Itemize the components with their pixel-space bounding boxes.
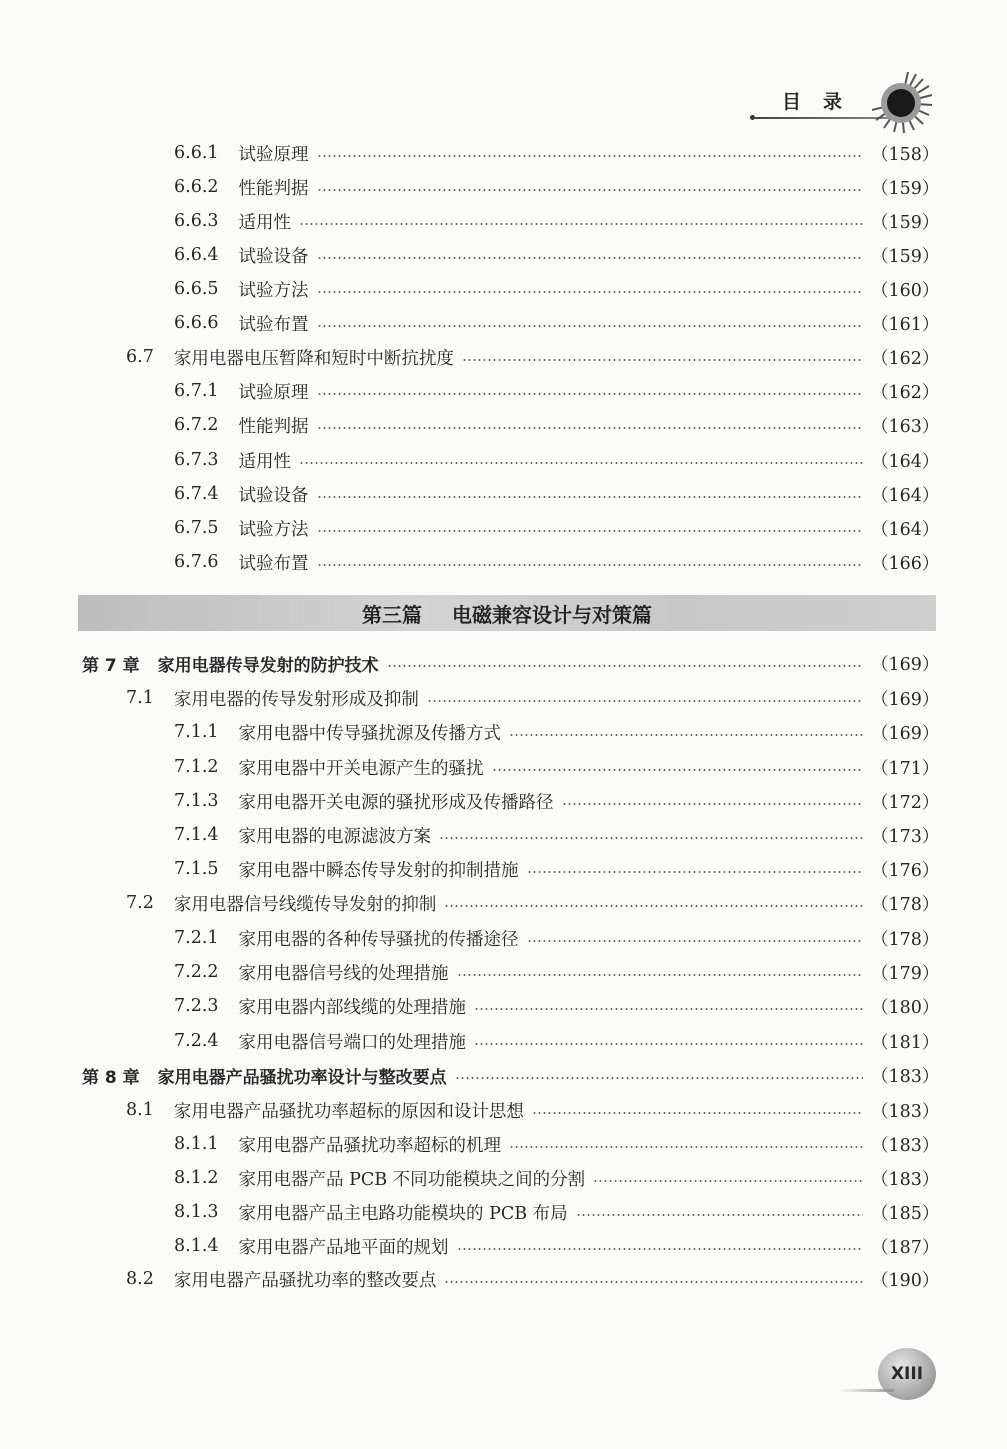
toc-entry-title: 试验设备 [238,485,309,506]
toc-entry-page: （169） [871,689,940,710]
toc-entry-title: 试验方法 [238,280,309,301]
toc-entry-page: （190） [871,1270,940,1291]
toc-entry-page: （163） [871,416,940,437]
toc-subsection-entry [0,921,1007,955]
toc-subsection-entry [0,715,1007,749]
toc-entry-title: 家用电器信号线缆传导发射的抑制 [173,894,437,915]
toc-dot-leader [317,393,863,395]
toc-entry-page: （178） [871,929,940,950]
toc-dot-leader [444,1281,863,1283]
toc-dot-leader [527,871,863,873]
toc-entry-title: 家用电器传导发射的防护技术 [157,655,379,676]
toc-subsection-entry [0,1229,1007,1263]
toc-subsection-entry [0,170,1007,204]
toc-dot-leader [299,462,863,464]
toc-subsection-entry [0,784,1007,818]
toc-entry-page: （162） [871,382,940,403]
toc-section-entry [0,681,1007,715]
toc-subsection-entry [0,204,1007,238]
toc-dot-leader [527,940,863,942]
toc-entry-number: 8.1 [126,1100,154,1120]
toc-dot-leader [492,769,863,771]
toc-subsection-entry [0,408,1007,442]
toc-entry-number: 6.6.5 [174,279,219,299]
toc-entry-number: 8.1.2 [174,1168,219,1188]
toc-subsection-entry [0,374,1007,408]
toc-dot-leader [317,564,863,566]
page-number-badge [878,1348,936,1400]
toc-dot-leader [474,1008,863,1010]
toc-entry-title: 家用电器的电源滤波方案 [238,826,432,847]
toc-entry-title: 适用性 [238,451,292,472]
toc-entry-page: （183） [871,1066,940,1087]
toc-chapter-entry [0,646,1007,680]
toc-subsection-entry [0,955,1007,989]
toc-entry-title: 性能判据 [238,178,309,199]
toc-subsection-entry [0,750,1007,784]
toc-entry-page: （159） [871,178,940,199]
toc-subsection-entry [0,545,1007,579]
toc-entry-title: 试验布置 [238,314,309,335]
toc-dot-leader [317,496,863,498]
toc-entry-number: 6.7.3 [174,450,219,470]
toc-entry-number: 7.2.1 [174,928,219,948]
part-banner [78,595,936,631]
toc-entry-title: 家用电器中开关电源产生的骚扰 [238,758,484,779]
toc-entry-title: 试验设备 [238,246,309,267]
toc-entry-number: 8.1.4 [174,1236,219,1256]
toc-dot-leader [317,427,863,429]
toc-entry-number: 7.1.3 [174,791,219,811]
toc-entry-number: 6.6.6 [174,313,219,333]
toc-entry-page: （185） [871,1203,940,1224]
toc-entry-number: 第 8 章 [82,1067,140,1088]
toc-section-entry [0,886,1007,920]
toc-entry-title: 性能判据 [238,416,309,437]
toc-entry-number: 6.7 [126,347,154,367]
toc-section-entry [0,340,1007,374]
toc-entry-page: （187） [871,1237,940,1258]
toc-entry-title: 试验方法 [238,519,309,540]
toc-entry-title: 试验布置 [238,553,309,574]
toc-subsection-entry [0,1024,1007,1058]
toc-subsection-entry [0,477,1007,511]
toc-entry-number: 7.1.4 [174,825,219,845]
toc-entry-title: 适用性 [238,212,292,233]
toc-dot-leader [317,189,863,191]
toc-entry-page: （164） [871,519,940,540]
toc-entry-page: （159） [871,246,940,267]
toc-entry-page: （166） [871,553,940,574]
toc-dot-leader [593,1180,863,1182]
toc-entry-page: （169） [871,654,940,675]
toc-entry-page: （173） [871,826,940,847]
toc-entry-page: （176） [871,860,940,881]
toc-entry-number: 6.6.2 [174,177,219,197]
toc-entry-page: （158） [871,144,940,165]
toc-entry-title: 家用电器产品骚扰功率设计与整改要点 [157,1067,447,1088]
toc-entry-number: 7.1.5 [174,859,219,879]
toc-entry-number: 6.7.5 [174,518,219,538]
toc-entry-number: 7.2.4 [174,1031,219,1051]
toc-dot-leader [317,257,863,259]
toc-entry-page: （181） [871,1032,940,1053]
toc-section-entry [0,1093,1007,1127]
toc-entry-number: 7.1 [126,688,154,708]
toc-dot-leader [462,359,863,361]
toc-dot-leader [455,1077,863,1079]
toc-dot-leader [444,905,863,907]
toc-dot-leader [317,291,863,293]
toc-entry-title: 家用电器产品 PCB 不同功能模块之间的分割 [238,1169,586,1190]
toc-chapter-entry [0,1058,1007,1092]
toc-dot-leader [317,325,863,327]
toc-entry-title: 家用电器开关电源的骚扰形成及传播路径 [238,792,554,813]
toc-entry-title: 家用电器的各种传导骚扰的传播途径 [238,929,519,950]
toc-entry-number: 8.2 [126,1269,154,1289]
toc-entry-title: 家用电器产品骚扰功率的整改要点 [173,1270,437,1291]
part-title: 电磁兼容设计与对策篇 [452,602,652,627]
toc-entry-title: 家用电器产品主电路功能模块的 PCB 布局 [238,1203,568,1224]
toc-entry-number: 6.7.2 [174,415,219,435]
toc-entry-number: 7.1.2 [174,757,219,777]
toc-entry-title: 家用电器产品骚扰功率超标的原因和设计思想 [173,1101,524,1122]
toc-entry-title: 家用电器内部线缆的处理措施 [238,997,467,1018]
page-number: XIII [890,1364,924,1384]
toc-dot-leader [457,1248,863,1250]
toc-subsection-entry [0,1127,1007,1161]
toc-entry-page: （169） [871,723,940,744]
toc-entry-page: （164） [871,485,940,506]
toc-dot-leader [387,665,863,667]
toc-entry-number: 6.6.4 [174,245,219,265]
toc-entry-title: 家用电器信号线的处理措施 [238,963,449,984]
toc-entry-number: 8.1.1 [174,1134,219,1154]
toc-dot-leader [562,803,863,805]
toc-entry-title: 家用电器电压暂降和短时中断抗扰度 [173,348,454,369]
toc-entry-number: 第 7 章 [82,655,140,676]
toc-subsection-entry [0,1195,1007,1229]
toc-entry-title: 家用电器的传导发射形成及抑制 [173,689,419,710]
toc-dot-leader [509,734,863,736]
toc-dot-leader [299,223,863,225]
toc-entry-page: （171） [871,758,940,779]
page-header-title: 目录 [782,91,865,113]
toc-entry-page: （179） [871,963,940,984]
toc-entry-number: 6.7.6 [174,552,219,572]
toc-entry-number: 7.2.2 [174,962,219,982]
toc-dot-leader [474,1043,863,1045]
toc-dot-leader [439,837,863,839]
toc-entry-number: 6.6.1 [174,143,219,163]
toc-entry-title: 试验原理 [238,382,309,403]
toc-subsection-entry [0,238,1007,272]
toc-entry-number: 7.2.3 [174,996,219,1016]
toc-subsection-entry [0,818,1007,852]
toc-dot-leader [317,155,863,157]
toc-dot-leader [532,1112,863,1114]
toc-entry-title: 家用电器中瞬态传导发射的抑制措施 [238,860,519,881]
toc-entry-page: （164） [871,451,940,472]
toc-subsection-entry [0,443,1007,477]
part-number: 第三篇 [362,602,422,627]
toc-entry-number: 6.7.1 [174,381,219,401]
toc-entry-page: （178） [871,894,940,915]
toc-subsection-entry [0,1161,1007,1195]
toc-subsection-entry [0,136,1007,170]
toc-entry-title: 家用电器中传导骚扰源及传播方式 [238,723,502,744]
toc-dot-leader [509,1146,863,1148]
toc-subsection-entry [0,989,1007,1023]
toc-entry-title: 家用电器信号端口的处理措施 [238,1032,467,1053]
toc-entry-page: （172） [871,792,940,813]
toc-entry-title: 试验原理 [238,144,309,165]
toc-entry-page: （183） [871,1169,940,1190]
toc-entry-page: （159） [871,212,940,233]
toc-entry-number: 7.2 [126,893,154,913]
footer-rule [838,1389,894,1392]
toc-dot-leader [457,974,863,976]
toc-subsection-entry [0,852,1007,886]
toc-subsection-entry [0,272,1007,306]
toc-entry-title: 家用电器产品地平面的规划 [238,1237,449,1258]
toc-entry-page: （180） [871,997,940,1018]
toc-dot-leader [576,1214,863,1216]
toc-entry-page: （161） [871,314,940,335]
toc-entry-number: 8.1.3 [174,1202,219,1222]
toc-entry-page: （160） [871,280,940,301]
toc-subsection-entry [0,306,1007,340]
toc-dot-leader [427,700,863,702]
toc-entry-number: 6.7.4 [174,484,219,504]
toc-entry-title: 家用电器产品骚扰功率超标的机理 [238,1135,502,1156]
toc-entry-page: （183） [871,1135,940,1156]
toc-section-entry [0,1262,1007,1296]
toc-entry-page: （162） [871,348,940,369]
toc-entry-number: 6.6.3 [174,211,219,231]
toc-entry-number: 7.1.1 [174,722,219,742]
toc-entry-page: （183） [871,1101,940,1122]
toc-subsection-entry [0,511,1007,545]
toc-dot-leader [317,530,863,532]
